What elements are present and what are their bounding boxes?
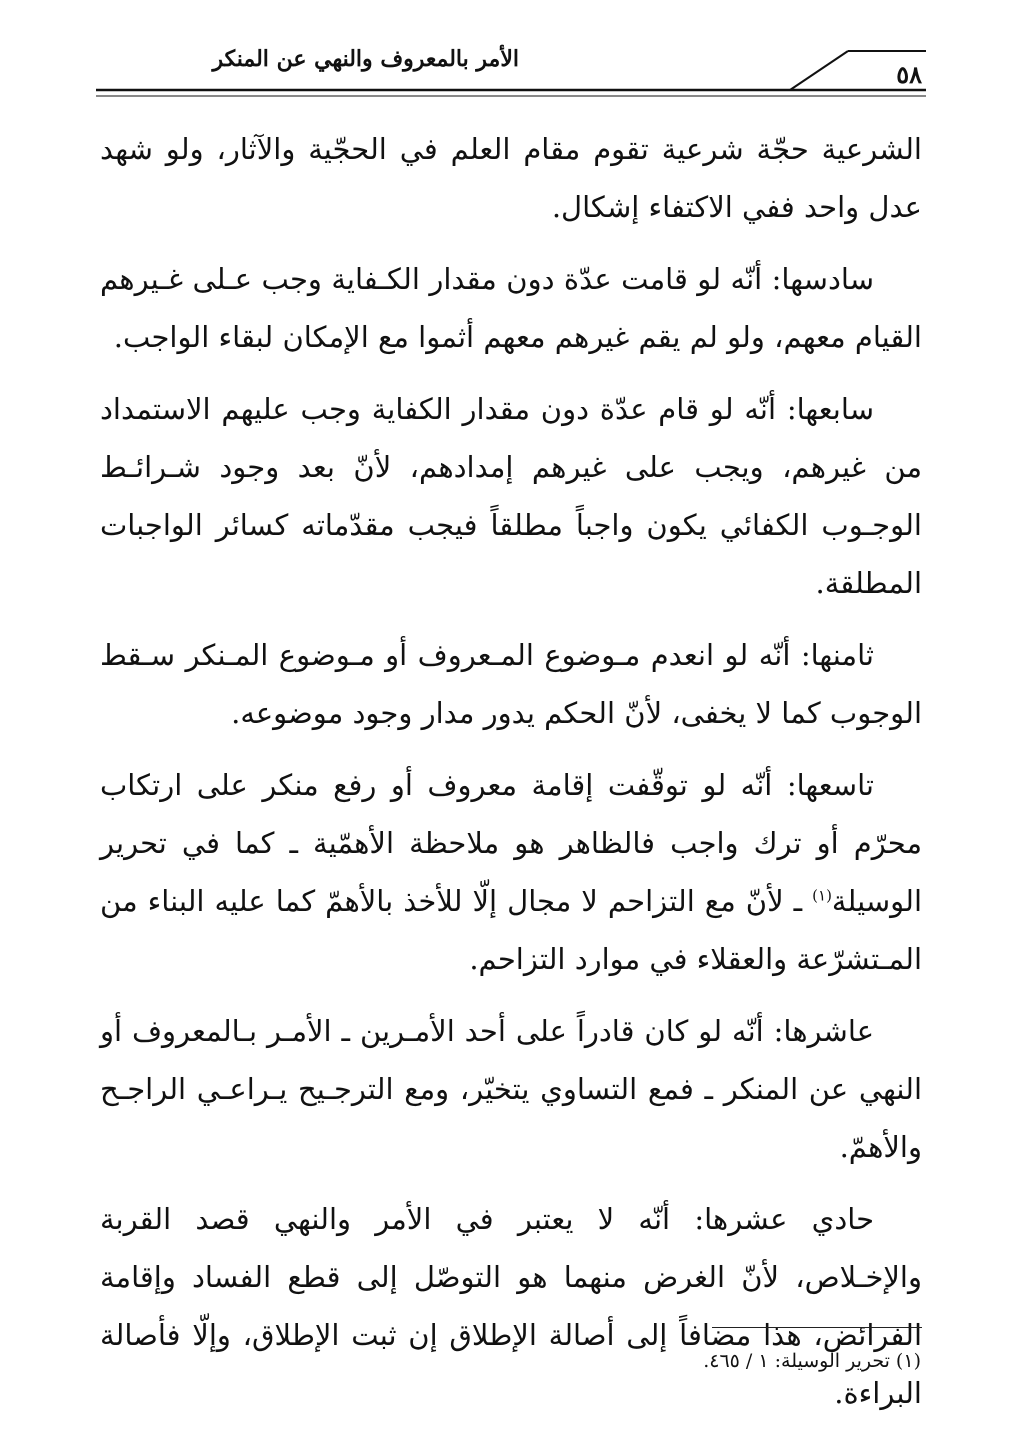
paragraph-text: ـ لأنّ مع التزاحم لا مجال إلّا للأخذ بالأهمّ كما عليه البناء من المـتشرّعة والعقلاء في موارد التزاحم. [100,884,922,976]
paragraph: ثامنها: أنّه لو انعدم مـوضوع المـعروف أو مـوضوع المـنكر سـقط الوجوب كما لا يخفى، لأنّ الحكم يدور مدار وجود موضوعه. [100,638,922,730]
paragraph: سادسها: أنّه لو قامت عدّة دون مقدار الكـفاية وجب عـلى غـيرهم القيام معهم، ولو لم يقم غيرهم معهم أثموا مع الإمكان لبقاء الواجب. [100,262,922,354]
paragraph-with-footnote [100,756,922,988]
running-header [96,40,926,102]
footnote-separator [712,1327,922,1328]
paragraph-text: تاسعها: أنّه لو توقّفت إقامة معروف أو رفع منكر على ارتكاب محرّم أو ترك واجب فالظاهر هو ملاحظة الأهمّية ـ كما في تحرير الوسيلة [100,768,922,918]
footnote: (١) تحرير الوسيلة: ١ / ٤٦٥. [703,1350,921,1372]
paragraph: سابعها: أنّه لو قام عدّة دون مقدار الكفاية وجب عليهم الاستمداد من غيرهم، ويجب على غيرهم إمدادهم، لأنّ بعد وجود شـرائـط الوجـوب الكفائي يكون واجباً مطلقاً فيجب مقدّماته كسائر الواجبات المطلقة. [100,392,922,600]
page-number: ٥٨ [896,60,922,89]
header-title: الأمر بالمعروف والنهي عن المنكر [212,46,519,72]
paragraph: حادي عشرها: أنّه لا يعتبر في الأمر والنهي قصد القربة والإخـلاص، لأنّ الغرض منهما هو التوصّل إلى قطع الفساد وإقامة الفرائض، هذا مضافاً إلى أصالة الإطلاق إن ثبت الإطلاق، وإلّا فأصالة البراءة. [100,1202,922,1410]
paragraph: الشرعية حجّة شرعية تقوم مقام العلم في الحجّية والآثار، ولو شهد عدل واحد ففي الاكتفاء إشكال. [100,132,922,224]
footnote-marker[interactable]: (١) [812,886,832,905]
paragraph: عاشرها: أنّه لو كان قادراً على أحد الأمـرين ـ الأمـر بـالمعروف أو النهي عن المنكر ـ فمع التساوي يتخيّر، ومع الترجـيح يـراعـي الراجـح والأهمّ. [100,1014,922,1164]
main-text [100,120,922,1436]
